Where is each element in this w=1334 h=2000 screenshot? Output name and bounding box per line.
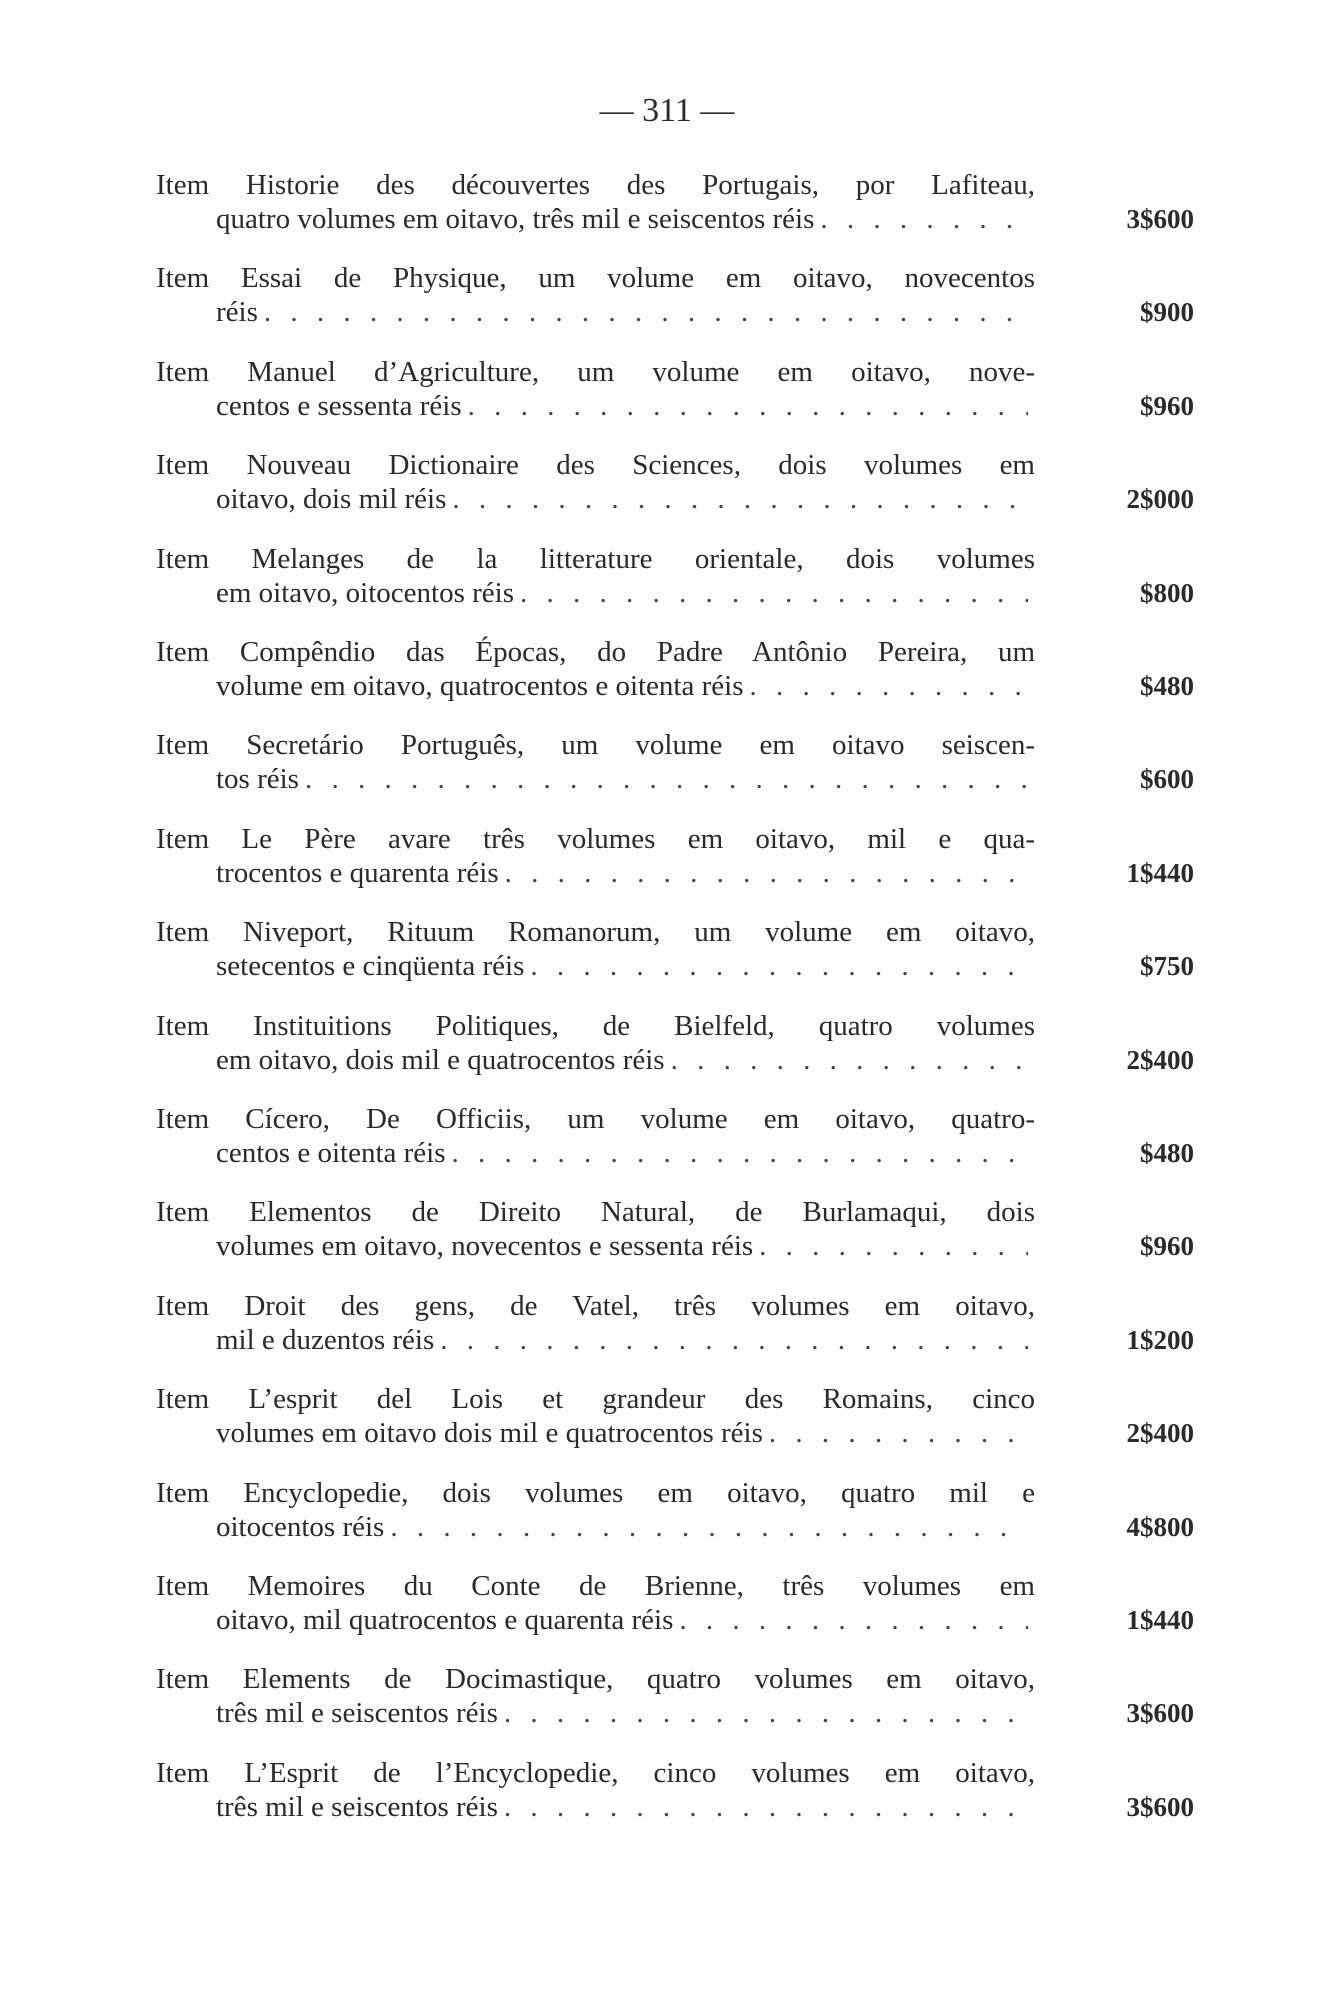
entry-detail-line — [156, 389, 1194, 423]
inventory-entry — [156, 542, 1196, 610]
dot-leader — [820, 202, 1028, 236]
entry-detail-line — [156, 1416, 1194, 1450]
inventory-entry — [156, 1382, 1196, 1450]
dot-leader — [504, 1790, 1028, 1824]
entry-price: 3$600 — [1126, 1698, 1194, 1729]
inventory-entry — [156, 822, 1196, 890]
dot-leader — [505, 856, 1028, 890]
entry-title-line: Item Historie des découvertes des Portugais, por Lafiteau, — [156, 169, 1035, 201]
entry-price: 3$600 — [1126, 1791, 1194, 1822]
entry-description: trocentos e quarenta réis — [216, 856, 499, 889]
entry-title-line: Item Nouveau Dictionaire des Sciences, dois volumes em — [156, 449, 1035, 482]
entry-price: 2$400 — [1126, 1044, 1194, 1075]
page-number: — 311 — — [599, 92, 735, 129]
inventory-entry — [156, 1662, 1196, 1730]
entry-detail-line — [156, 576, 1194, 610]
dot-leader — [452, 1136, 1029, 1170]
entry-description: mil e duzentos réis — [216, 1323, 435, 1356]
entry-price: $900 — [1140, 297, 1194, 328]
entry-description: em oitavo, dois mil e quatrocentos réis — [216, 1043, 665, 1076]
entry-price: 3$600 — [1126, 204, 1194, 234]
entry-description: quatro volumes em oitavo, três mil e seiscentos réis — [216, 203, 815, 235]
entry-description: volumes em oitavo dois mil e quatrocentos réis — [216, 1417, 763, 1450]
entry-description: centos e sessenta réis — [216, 389, 462, 422]
entry-description: volume em oitavo, quatrocentos e oitenta réis — [216, 670, 744, 702]
entry-detail-line — [156, 1790, 1194, 1824]
inventory-entry — [156, 261, 1196, 329]
dot-leader — [671, 1043, 1028, 1077]
dot-leader — [504, 1696, 1028, 1730]
entry-detail-line — [156, 669, 1194, 703]
entry-title-line: Item Elementos de Direito Natural, de Burlamaqui, dois — [156, 1196, 1035, 1229]
dot-leader — [769, 1416, 1028, 1450]
entry-price: 2$000 — [1126, 484, 1194, 515]
entry-title-line: Item Cícero, De Officiis, um volume em oitavo, quatro- — [156, 1103, 1035, 1135]
entry-price: $480 — [1140, 671, 1194, 701]
entry-price: 1$440 — [1126, 1605, 1194, 1635]
entry-title-line: Item Encyclopedie, dois volumes em oitavo, quatro mil e — [156, 1476, 1035, 1509]
entry-description: em oitavo, oitocentos réis — [216, 576, 514, 609]
entry-detail-line — [156, 1136, 1194, 1170]
entry-detail-line — [156, 949, 1194, 983]
entry-title-line: Item Secretário Português, um volume em oitavo seiscen- — [156, 729, 1035, 762]
entry-description: volumes em oitavo, novecentos e sessenta réis — [216, 1230, 754, 1263]
entry-detail-line — [156, 1696, 1194, 1730]
inventory-entry — [156, 1102, 1196, 1170]
dot-leader — [440, 1323, 1028, 1357]
inventory-entry — [156, 168, 1196, 236]
entry-title-line: Item Instituitions Politiques, de Bielfeld, quatro volumes — [156, 1009, 1035, 1042]
inventory-entry — [156, 1009, 1196, 1077]
dot-leader — [749, 669, 1028, 703]
entry-description: três mil e seiscentos réis — [216, 1697, 498, 1730]
entry-price: $750 — [1140, 951, 1194, 982]
entry-price: $600 — [1140, 764, 1194, 795]
dot-leader — [390, 1510, 1028, 1544]
inventory-entry — [156, 635, 1196, 703]
entry-description: oitavo, mil quatrocentos e quarenta réis — [216, 1604, 674, 1636]
entry-title-line: Item L’Esprit de l’Encyclopedie, cinco volumes em oitavo, — [156, 1756, 1035, 1789]
entry-title-line: Item Niveport, Rituum Romanorum, um volume em oitavo, — [156, 916, 1035, 949]
entry-price: 1$440 — [1126, 857, 1194, 888]
dot-leader — [520, 576, 1028, 610]
entry-title-line: Item Compêndio das Épocas, do Padre Antônio Pereira, um — [156, 636, 1035, 668]
entry-title-line: Item L’esprit del Lois et grandeur des Romains, cinco — [156, 1383, 1035, 1416]
inventory-entry — [156, 915, 1196, 983]
entry-title-line: Item Le Père avare três volumes em oitavo, mil e qua- — [156, 822, 1035, 855]
entry-description: réis — [216, 296, 258, 329]
inventory-entry — [156, 728, 1196, 796]
dot-leader — [452, 482, 1028, 516]
dot-leader — [679, 1603, 1028, 1637]
inventory-entry — [156, 1569, 1196, 1637]
dot-leader — [759, 1229, 1028, 1263]
entry-price: 1$200 — [1126, 1324, 1194, 1355]
entry-price: $480 — [1140, 1138, 1194, 1168]
inventory-entry — [156, 1756, 1196, 1824]
entry-detail-line — [156, 1510, 1194, 1544]
inventory-entry — [156, 1289, 1196, 1357]
entry-description: oitavo, dois mil réis — [216, 483, 447, 516]
entry-detail-line — [156, 1603, 1194, 1637]
entry-detail-line — [156, 295, 1194, 329]
entry-price: 4$800 — [1126, 1511, 1194, 1542]
entry-title-line: Item Manuel d’Agriculture, um volume em oitavo, nove- — [156, 355, 1035, 388]
entry-description: oitocentos réis — [216, 1510, 385, 1543]
entry-detail-line — [156, 1323, 1194, 1357]
inventory-entry — [156, 1195, 1196, 1263]
entry-price: $960 — [1140, 1231, 1194, 1262]
entry-description: três mil e seiscentos réis — [216, 1790, 498, 1823]
dot-leader — [264, 295, 1028, 329]
dot-leader — [468, 389, 1028, 423]
entry-title-line: Item Memoires du Conte de Brienne, três volumes em — [156, 1570, 1035, 1602]
entry-detail-line — [156, 856, 1194, 890]
dot-leader — [305, 762, 1028, 796]
entry-title-line: Item Elements de Docimastique, quatro volumes em oitavo, — [156, 1663, 1035, 1696]
inventory-entry — [156, 448, 1196, 516]
entry-detail-line — [156, 482, 1194, 516]
entry-description: centos e oitenta réis — [216, 1137, 446, 1169]
dot-leader — [530, 949, 1028, 983]
entry-price: $960 — [1140, 390, 1194, 421]
entry-price: 2$400 — [1126, 1418, 1194, 1449]
entry-price: $800 — [1140, 577, 1194, 608]
entry-detail-line — [156, 202, 1194, 236]
inventory-entry — [156, 355, 1196, 423]
entry-detail-line — [156, 762, 1194, 796]
entry-detail-line — [156, 1229, 1194, 1263]
entry-title-line: Item Droit des gens, de Vatel, três volumes em oitavo, — [156, 1289, 1035, 1322]
entry-description: setecentos e cinqüenta réis — [216, 950, 525, 983]
entry-title-line: Item Essai de Physique, um volume em oitavo, novecentos — [156, 262, 1035, 295]
entry-title-line: Item Melanges de la litterature orientale, dois volumes — [156, 542, 1035, 575]
entry-detail-line — [156, 1043, 1194, 1077]
inventory-entry — [156, 1476, 1196, 1544]
entry-description: tos réis — [216, 763, 299, 796]
